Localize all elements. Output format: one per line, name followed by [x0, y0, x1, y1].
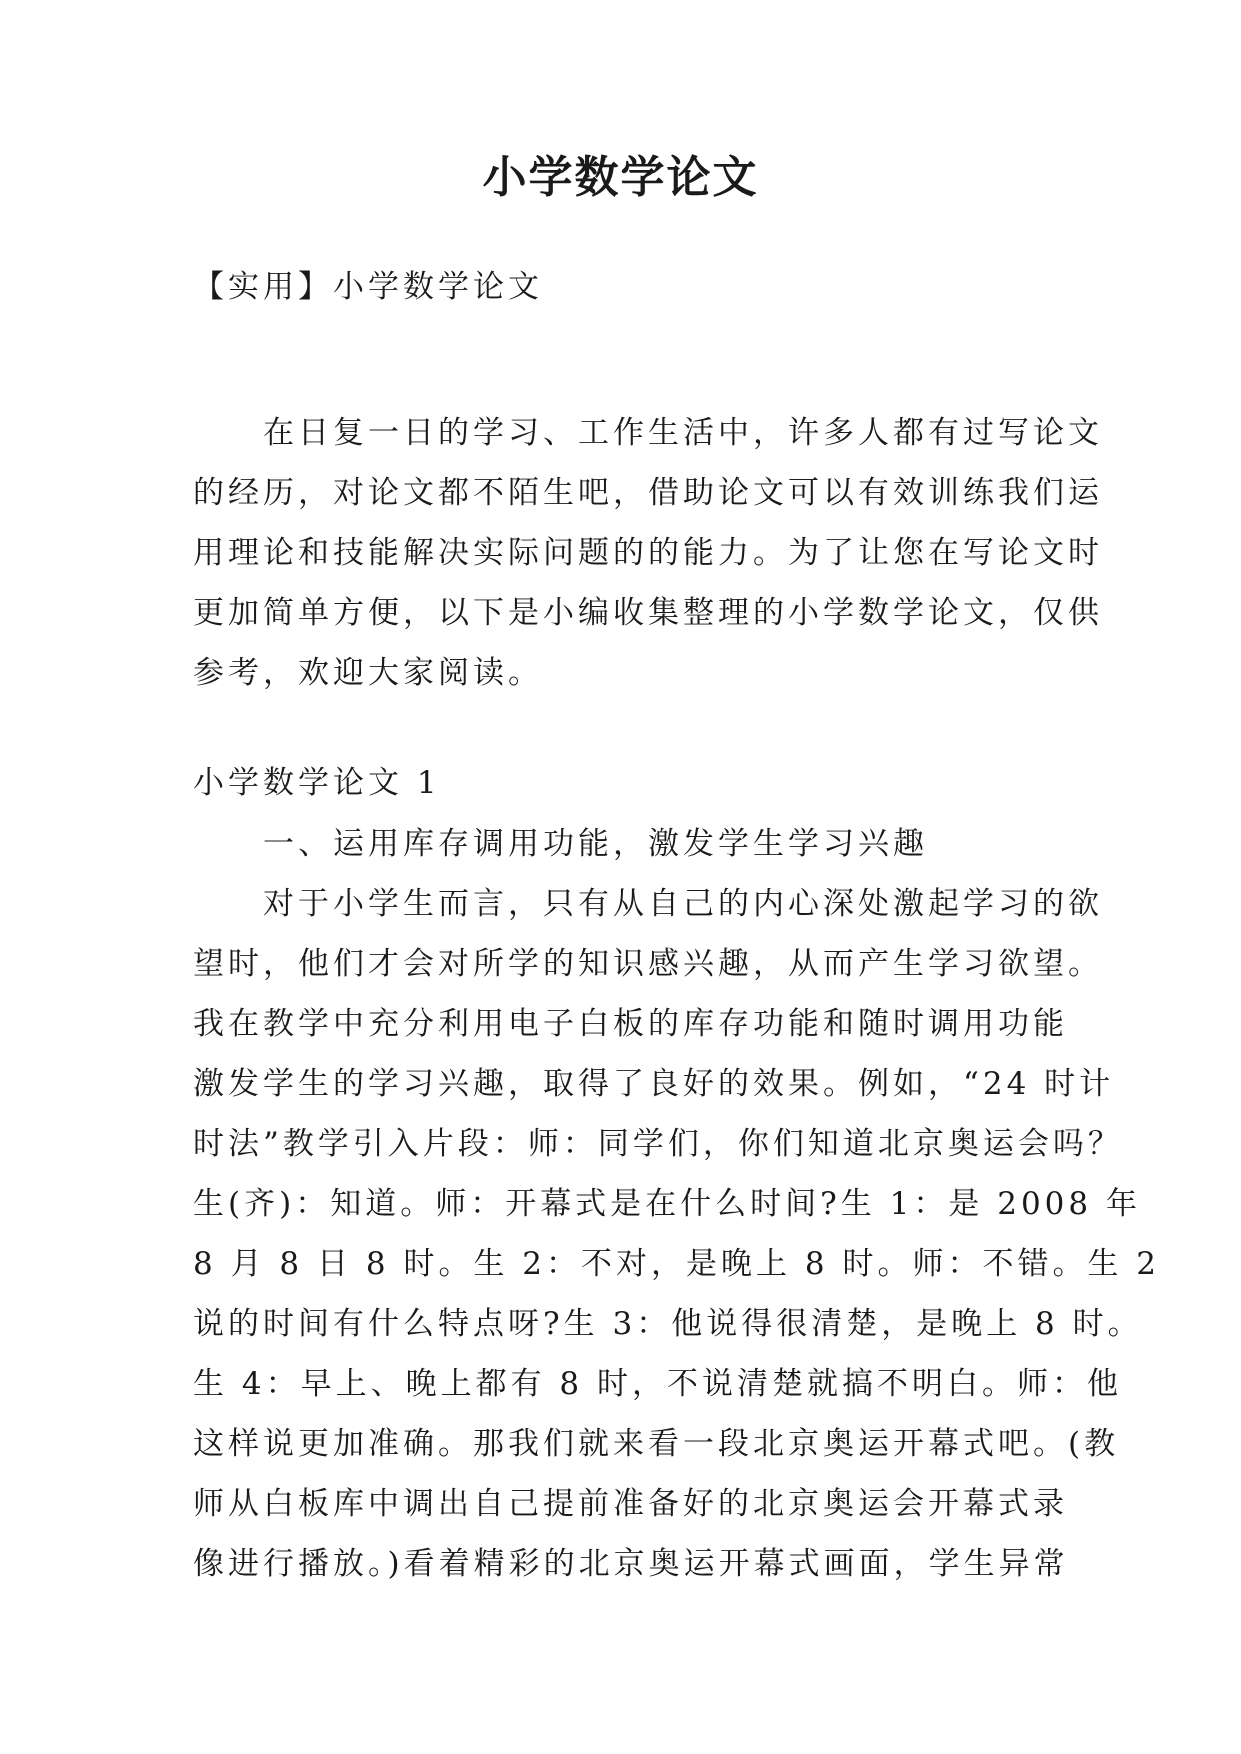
document-subtitle: 【实用】小学数学论文 — [193, 269, 543, 305]
body-line: 生(齐)：知道。师：开幕式是在什么时间?生 1：是 2008 年 — [193, 1186, 1141, 1222]
body-line: 像进行播放。)看着精彩的北京奥运开幕式画面，学生异常 — [193, 1546, 1069, 1582]
body-line: 对于小学生而言，只有从自己的内心深处激起学习的欲 — [193, 886, 1103, 922]
section-heading: 小学数学论文 1 — [193, 765, 441, 801]
body-line: 师从白板库中调出自己提前准备好的北京奥运会开幕式录 — [193, 1486, 1068, 1522]
intro-line: 用理论和技能解决实际问题的的能力。为了让您在写论文时 — [193, 535, 1103, 571]
body-line: 这样说更加准确。那我们就来看一段北京奥运开幕式吧。(教 — [193, 1426, 1120, 1462]
intro-line: 参考，欢迎大家阅读。 — [193, 655, 543, 691]
body-line: 我在教学中充分利用电子白板的库存功能和随时调用功能 — [193, 1006, 1068, 1042]
intro-line: 的经历，对论文都不陌生吧，借助论文可以有效训练我们运 — [193, 475, 1103, 511]
body-line: 时法”教学引入片段：师：同学们，你们知道北京奥运会吗？ — [193, 1126, 1123, 1162]
body-line: 望时，他们才会对所学的知识感兴趣，从而产生学习欲望。 — [193, 946, 1103, 982]
document-title: 小学数学论文 — [482, 152, 759, 203]
body-paragraph — [193, 814, 1161, 1594]
body-line: 8 月 8 日 8 时。生 2：不对，是晚上 8 时。师：不错。生 2 — [193, 1246, 1161, 1282]
body-line: 说的时间有什么特点呀?生 3：他说得很清楚，是晚上 8 时。 — [193, 1306, 1143, 1342]
body-line: 生 4：早上、晚上都有 8 时，不说清楚就搞不明白。师：他 — [193, 1366, 1123, 1402]
intro-paragraph — [193, 403, 1103, 703]
body-line: 激发学生的学习兴趣，取得了良好的效果。例如，“24 时计 — [193, 1066, 1115, 1102]
intro-line: 更加简单方便，以下是小编收集整理的小学数学论文，仅供 — [193, 595, 1103, 631]
body-line: 一、运用库存调用功能，激发学生学习兴趣 — [193, 826, 928, 862]
intro-line: 在日复一日的学习、工作生活中，许多人都有过写论文 — [193, 415, 1103, 451]
